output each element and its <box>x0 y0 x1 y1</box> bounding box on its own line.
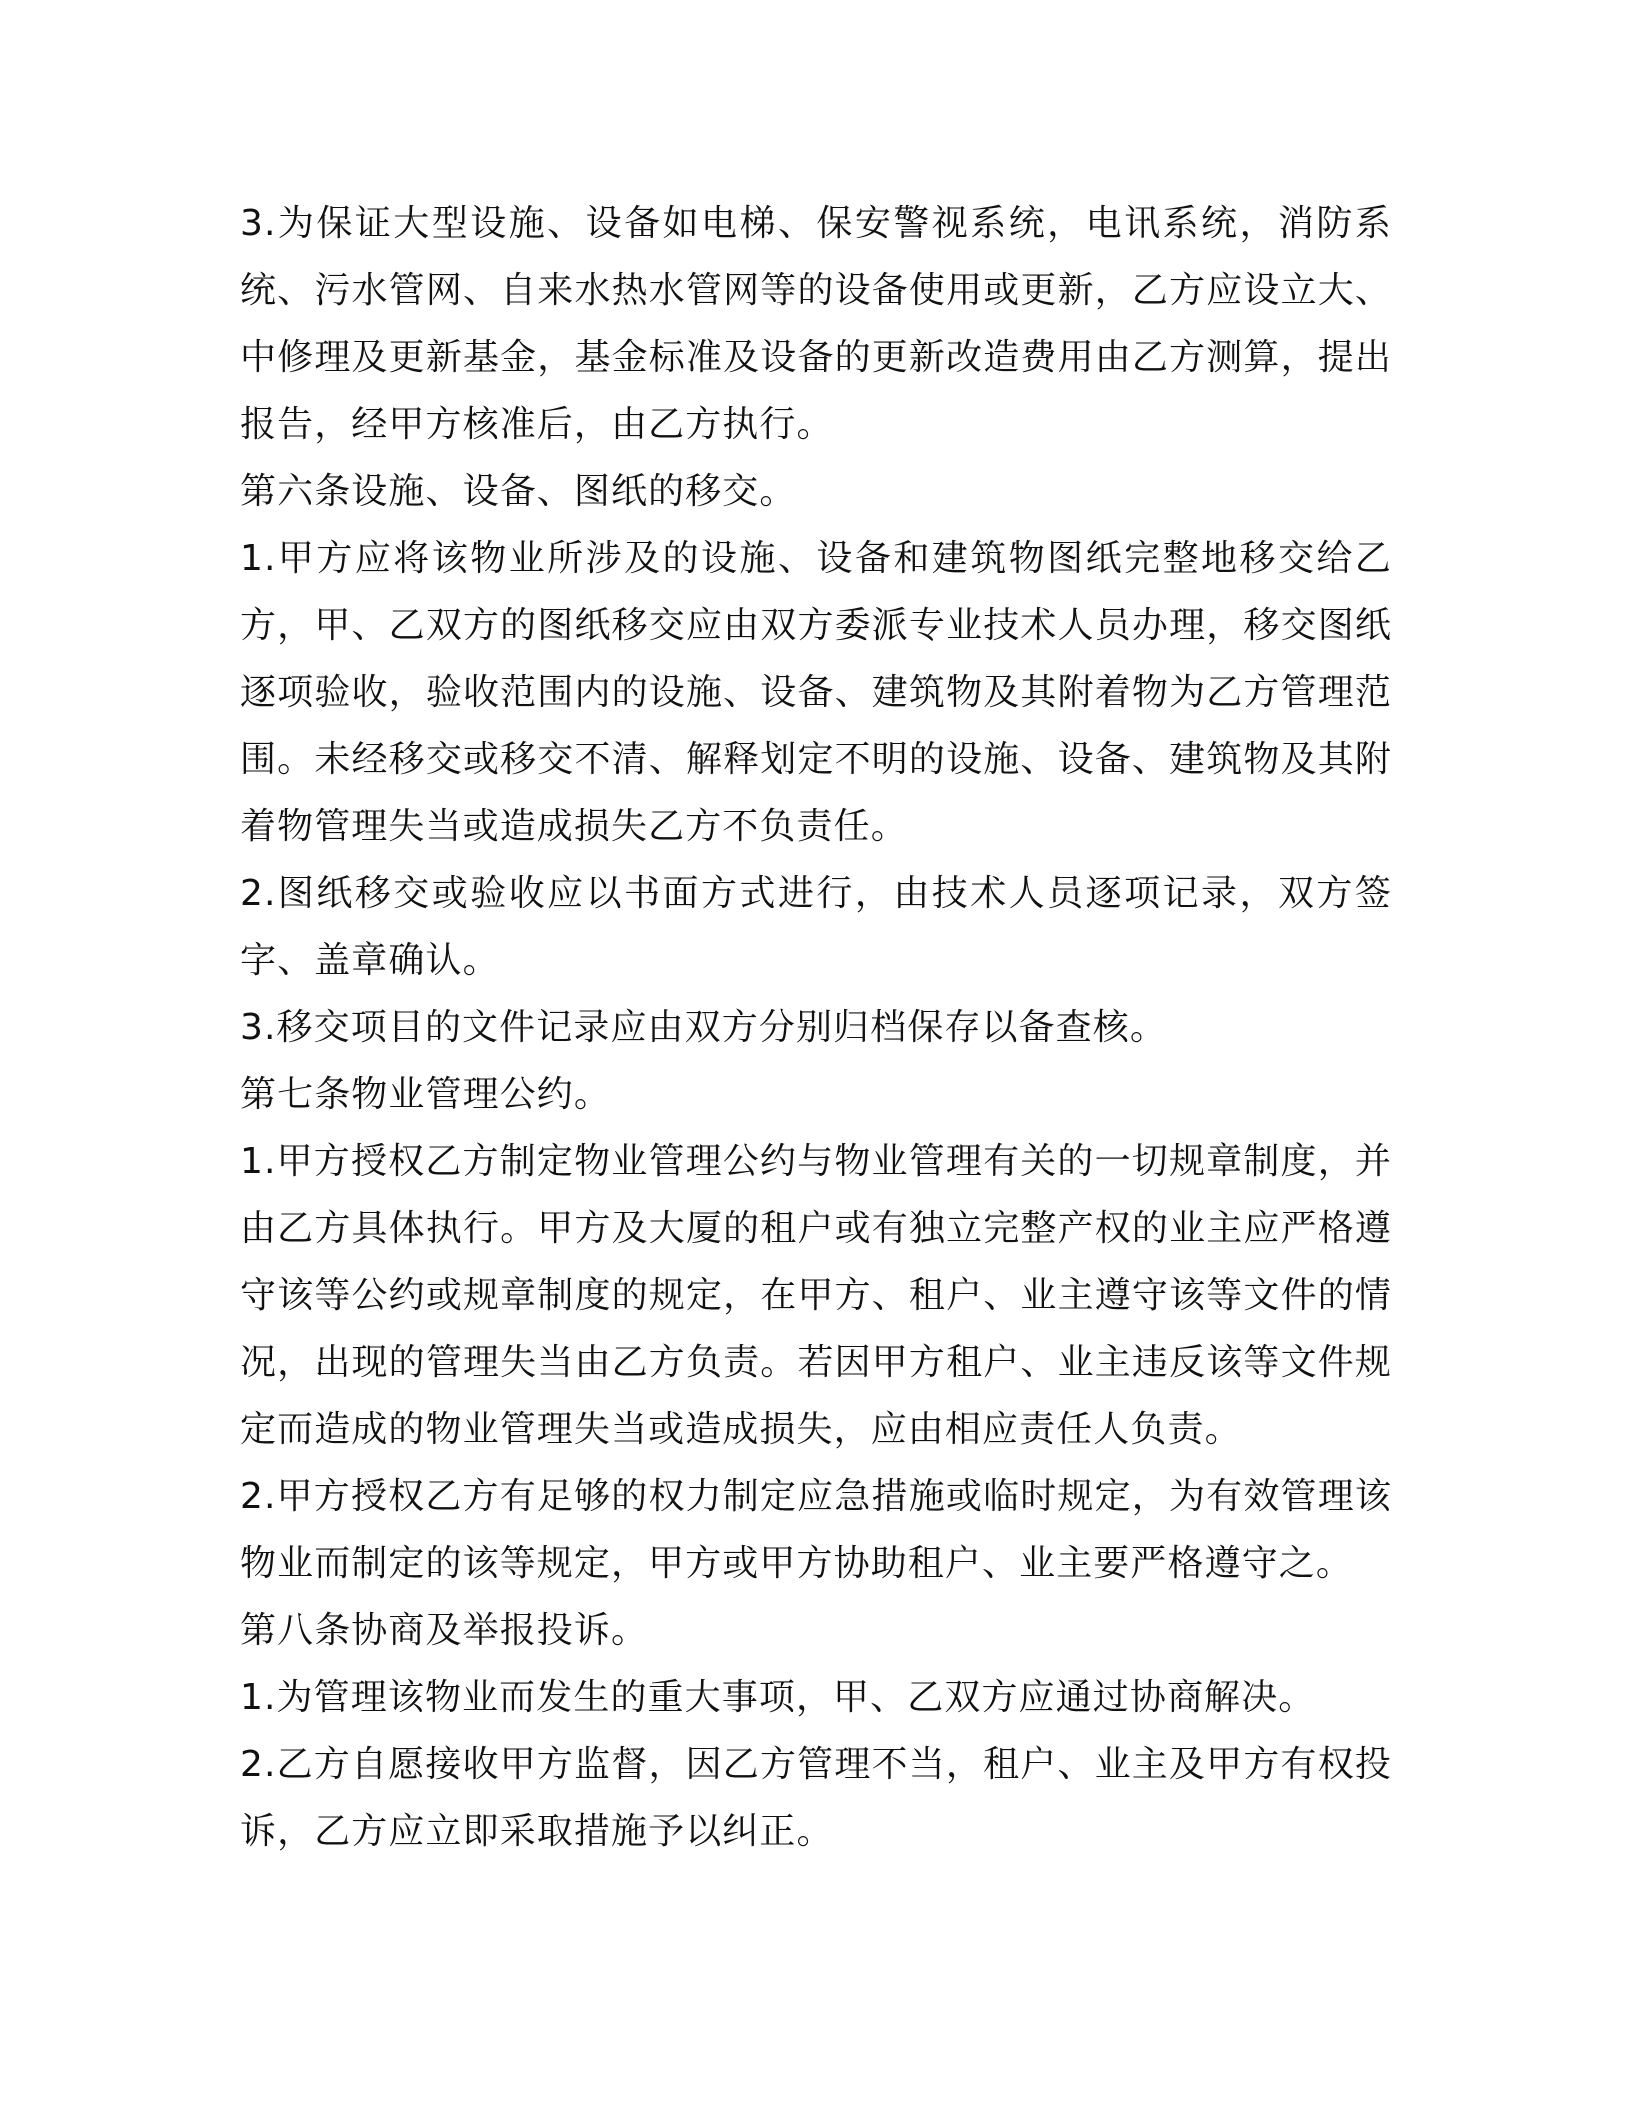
paragraph-clause-5-item-3: 3.为保证大型设施、设备如电梯、保安警视系统，电讯系统，消防系统、污水管网、自来水热水管网等的设备使用或更新，乙方应设立大、中修理及更新基金，基金标准及设备的更新改造费用由乙方测算，提出报告，经甲方核准后，由乙方执行。 <box>240 203 1392 445</box>
heading-article-8: 第八条协商及举报投诉。 <box>240 1610 649 1651</box>
paragraph-article-8-item-1: 1.为管理该物业而发生的重大事项，甲、乙双方应通过协商解决。 <box>240 1677 1316 1718</box>
paragraph-article-8-item-2: 2.乙方自愿接收甲方监督，因乙方管理不当，租户、业主及甲方有权投诉，乙方应立即采取措施予以纠正。 <box>240 1744 1392 1852</box>
document-body <box>240 190 1392 1865</box>
heading-article-7: 第七条物业管理公约。 <box>240 1074 612 1115</box>
paragraph-article-7-item-2: 2.甲方授权乙方有足够的权力制定应急措施或临时规定，为有效管理该物业而制定的该等规定，甲方或甲方协助租户、业主要严格遵守之。 <box>240 1476 1392 1584</box>
paragraph-article-7-item-1: 1.甲方授权乙方制定物业管理公约与物业管理有关的一切规章制度，并由乙方具体执行。甲方及大厦的租户或有独立完整产权的业主应严格遵守该等公约或规章制度的规定，在甲方、租户、业主遵守该等文件的情况，出现的管理失当由乙方负责。若因甲方租户、业主违反该等文件规定而造成的物业管理失当或造成损失，应由相应责任人负责。 <box>240 1141 1392 1450</box>
paragraph-article-6-item-2: 2.图纸移交或验收应以书面方式进行，由技术人员逐项记录，双方签字、盖章确认。 <box>240 873 1392 981</box>
paragraph-article-6-item-1: 1.甲方应将该物业所涉及的设施、设备和建筑物图纸完整地移交给乙方，甲、乙双方的图纸移交应由双方委派专业技术人员办理，移交图纸逐项验收，验收范围内的设施、设备、建筑物及其附着物为乙方管理范围。未经移交或移交不清、解释划定不明的设施、设备、建筑物及其附着物管理失当或造成损失乙方不负责任。 <box>240 538 1392 847</box>
paragraph-article-6-item-3: 3.移交项目的文件记录应由双方分别归档保存以备查核。 <box>240 1007 1167 1048</box>
heading-article-6: 第六条设施、设备、图纸的移交。 <box>240 471 797 512</box>
